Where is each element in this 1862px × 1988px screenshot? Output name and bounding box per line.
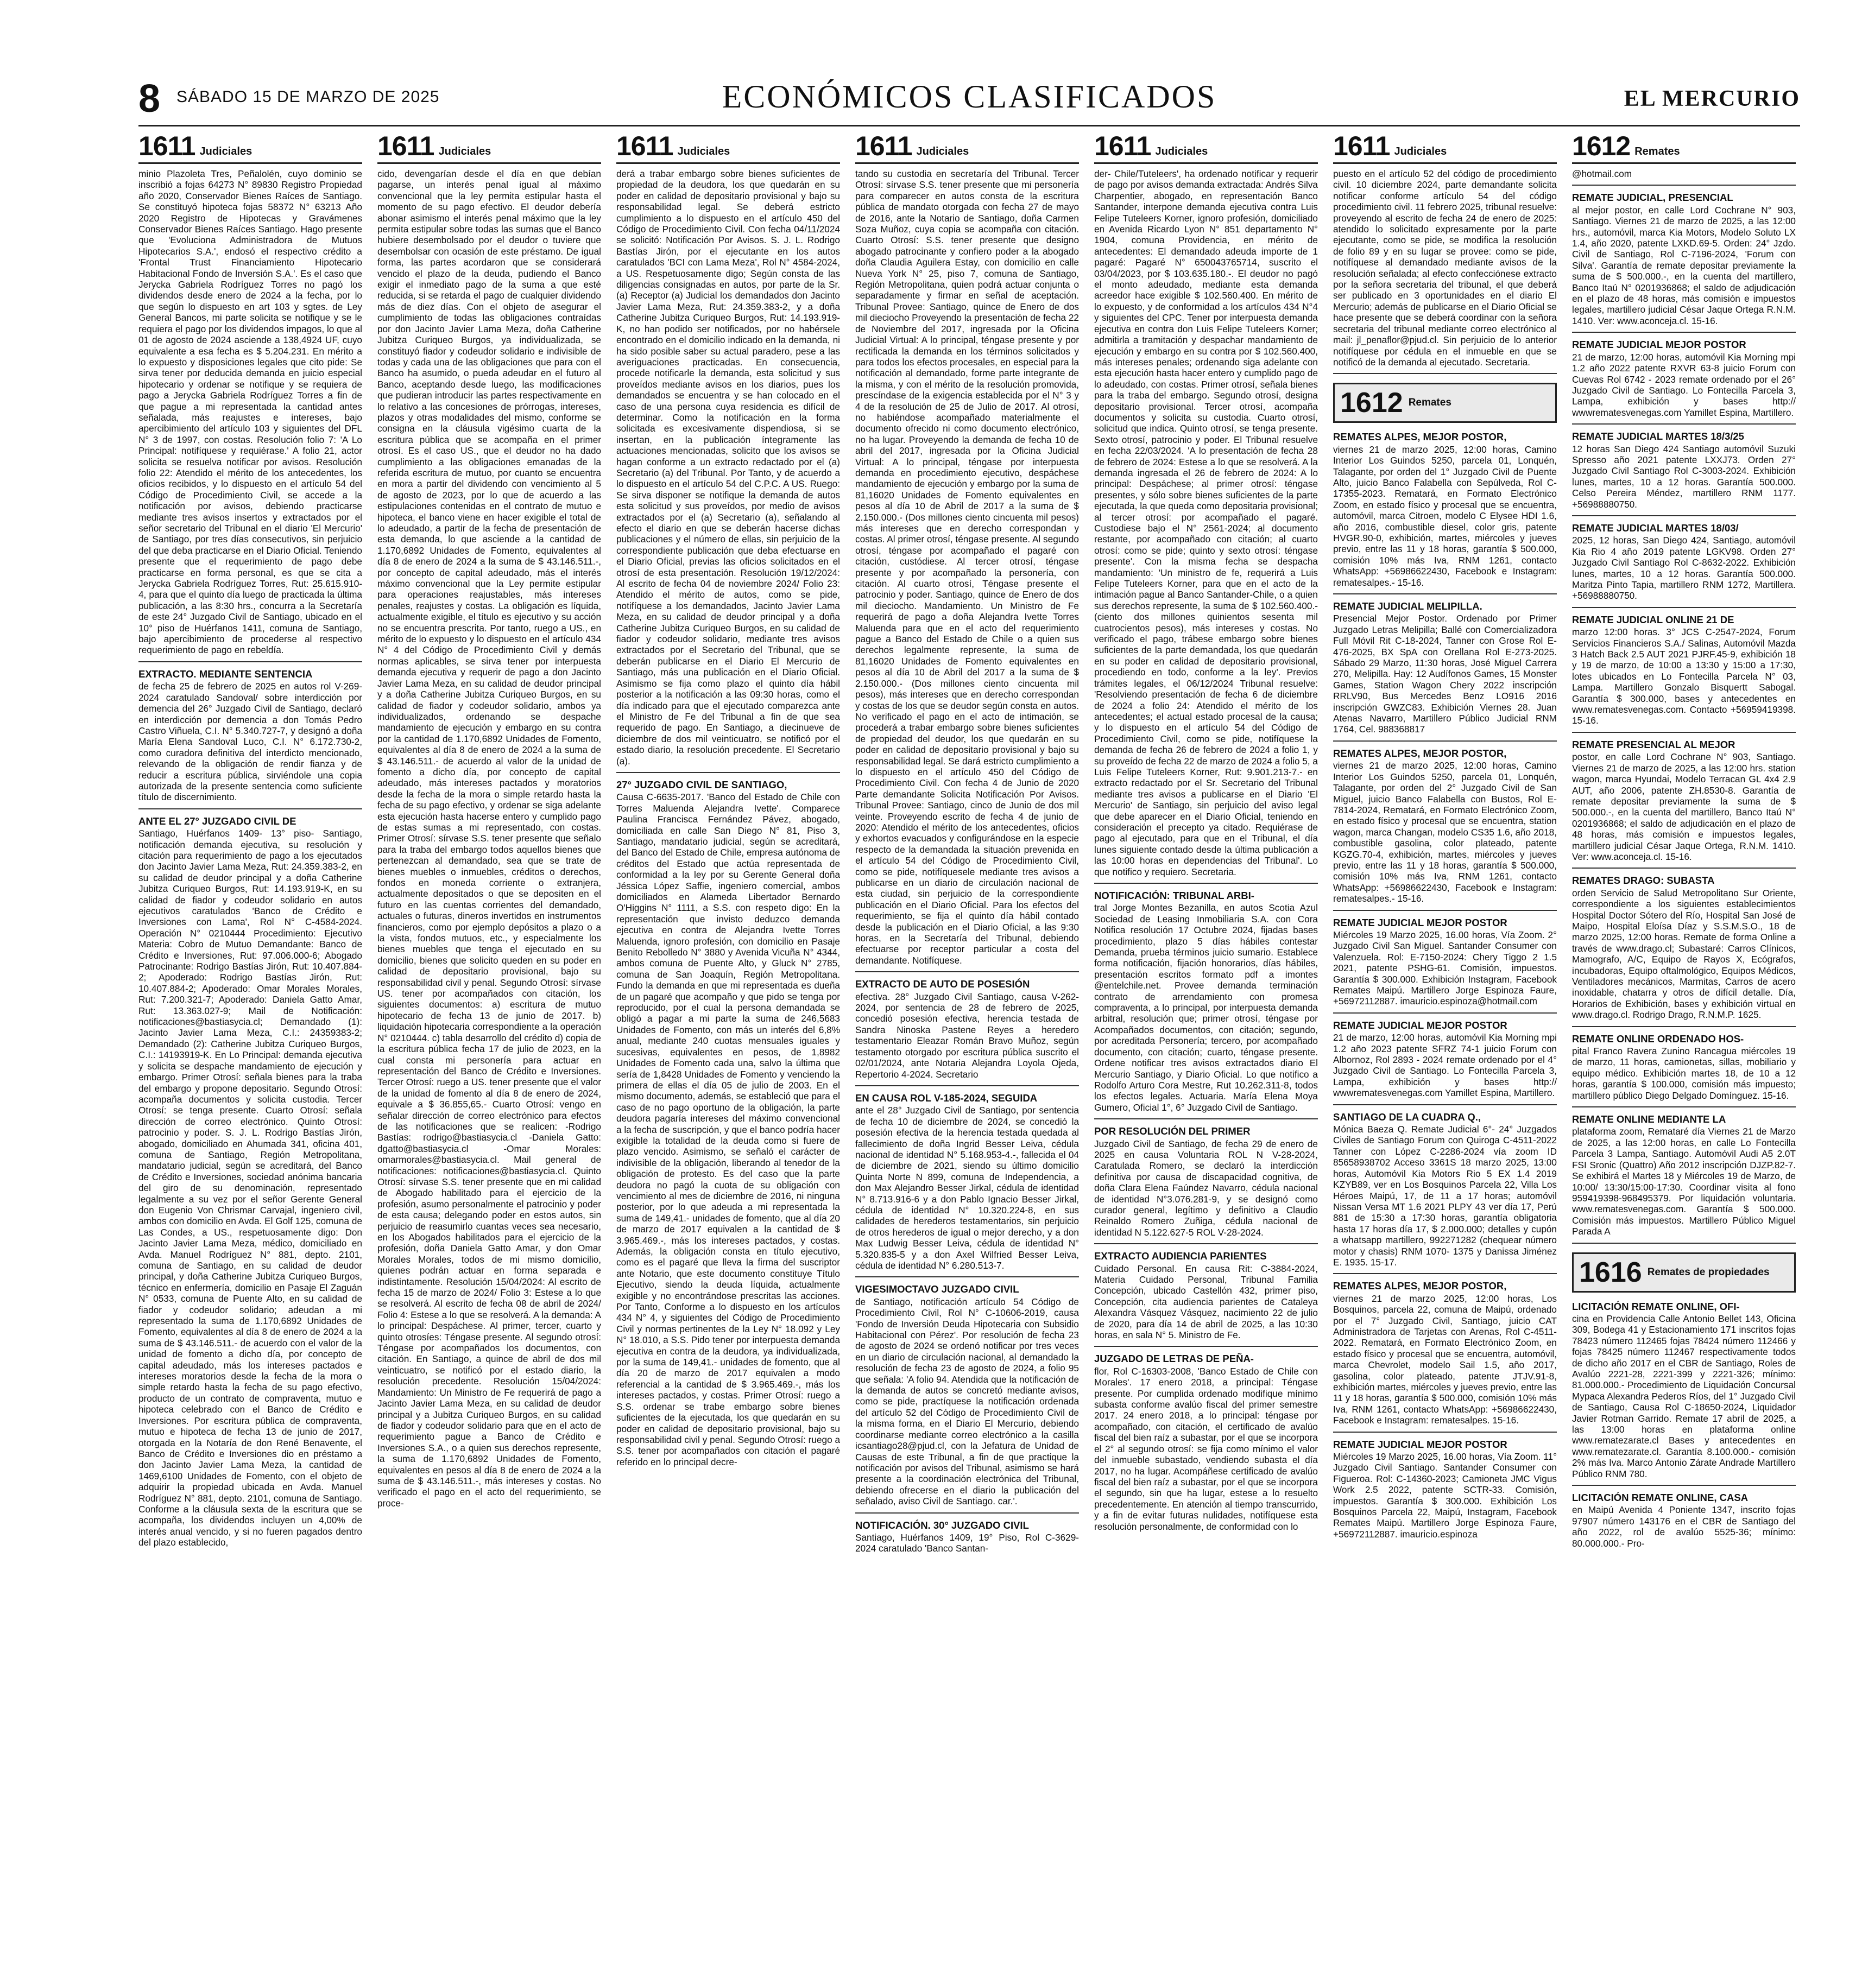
notice-text: viernes 21 de marzo 2025, 12:00 horas, Los Bosquinos, parcela 22, comuna de Maipú, ordenado por el 7° Juzgado Civil, Santiago, juicio CAT Administradora de Tarjetas con Arenas, Rol C-4511-2022. Rematará, en Formato Electrónico Zoom, en estado físico y procesal que se encuentra, automóvil, marca Chevrolet, modelo Sail 1.5, año 2017, gasolina, color plateado, patente JTJV.91-8, exhibición martes, miércoles y jueves previo, entre las 11 y 18 horas, garantía $ 500.000, comisión 10% más Iva, RNM 1261, contacto WhatsApp: +56986622430, Facebook e Instagram: rematesalpes. 15-16.	[1333, 1293, 1557, 1426]
notice-text: postor, en calle Lord Cochrane N° 903, Santiago. Viernes 21 de marzo de 2025, a las 12:00 hrs. station wagon, marca Hyundai, Modelo Terracan GL 4x4 2.9 AUT, año 2006, patente ZH.8530-8. Garantía de remate depositar previamente la suma de $ 500.000.-, en la cuenta del martillero, Banco Itaú N° 0201936868; el saldo de adjudicación en el plazo de 48 horas, más comisión e impuestos legales, martillero judicial César Jaque Ortega, R.N.M. 1410. Ver: www.aconceja.cl. 15-16.	[1572, 751, 1796, 862]
notice-title: EXTRACTO. MEDIANTE SENTENCIA	[138, 668, 313, 680]
notice-title: REMATE PRESENCIAL AL MEJOR	[1572, 738, 1735, 750]
notice-title: REMATE JUDICIAL MEJOR POSTOR	[1333, 1019, 1507, 1031]
notice-title: 27° JUZGADO CIVIL DE SANTIAGO,	[616, 778, 787, 790]
classified-notice	[616, 780, 840, 1473]
column-1	[138, 130, 362, 1981]
notice-text: derá a trabar embargo sobre bienes suficientes de propiedad de la deudora, los que quedarán en su poder en calidad de depositario provisional y bajo su responsabilidad legal. Se deberá estricto cumplimiento a lo dispuesto en el artículo 450 del Código de Procedimiento Civil. Con fecha 04/11/2024 se solicitó: Notificación Por Avisos. S. J. L. Rodrigo Bastías Jirón, por el ejecutante en los autos caratulados 'BCI con Lama Meza', Rol N° 4584-2024, a US. Respetuosamente digo; Según consta de las diligencias consignadas en autos, por parte de la Sr. (a) Receptor (a) Judicial los demandados don Jacinto Javier Lama Meza, Rut: 24.359.383-2, y a doña Catherine Jubitza Curiqueo Burgos, Rut: 14.193.919-K, no han podido ser notificados, por no habérsele encontrado en el domicilio indicado en la demanda, ni ha sido posible saber su actual paradero, pese a las averiguaciones practicadas. En consecuencia, procede notificarle la demanda, esta solicitud y sus proveídos mediante avisos en los diarios, pues los demandados se encuentra y se han colocado en el caso de una persona cuya residencia es difícil de determinar. Como la notificación en la forma solicitada es excesivamente dispendiosa, si se insertan, en la publicación íntegramente las actuaciones mencionadas, solicito que los avisos se hagan conforme a un extracto redactado por el (a) Secretario (a) del Tribunal. Por Tanto, y de acuerdo a lo dispuesto en el artículo 54 del C.P.C. A US. Ruego: Se sirva disponer se notifique la demanda de autos esta solicitud y sus proveídos, por medio de avisos extractados por el (a) Secretario (a), señalando al efecto el diario en que se deberán hacerse dichas publicaciones y el número de ellas, sin perjuicio de la correspondiente publicación que deba efectuarse en el Diario Oficial, previas las oficios solicitados en el otrosí de esta presentación. Resolución 19/12/2024: Al escrito de fecha 04 de noviembre 2024/ Folio 23: Atendido el mérito de autos, como se pide, notifíquese a los demandados, Jacinto Javier Lama Meza, en su calidad de deudor principal y a doña Catherine Jubitza Curiqueo Burgos, en su calidad de fiador y codeudor solidario, mediante tres avisos extractados por el Secretario del Tribunal, que se deberán publicarse en el Diario El Mercurio de Santiago, más una publicación en el Diario Oficial. Asimismo se fija como plazo el quinto día hábil posterior a la notificación a las 09:30 horas, como el día indicado para que el ejecutado comparezca ante el Ministro de Fe del Tribunal a fin de que sea requerido de pago. En Santiago, a diecinueve de diciembre de dos mil veinticuatro, se notificó por el estado diario, la resolución precedente. El Secretario (a).	[616, 168, 840, 767]
issue-date: SÁBADO 15 DE MARZO DE 2025	[176, 88, 440, 106]
classified-notice	[1094, 168, 1318, 884]
column-header	[1094, 130, 1318, 164]
notice-title: REMATE JUDICIAL, PRESENCIAL	[1572, 192, 1733, 204]
notice-title: LICITACIÓN REMATE ONLINE, OFI-	[1572, 1300, 1740, 1312]
notice-title: REMATES ALPES, MEJOR POSTOR,	[1333, 1280, 1507, 1292]
classified-notice	[1333, 432, 1557, 594]
notice-text: der- Chile/Tuteleers', ha ordenado notificar y requerir de pago por avisos demanda extractada: Andrés Silva Charpentier, abogado, en representación Banco Santander, interpone demanda ejecutiva contra Luis Felipe Tuteleers Korner, ignoro profesión, domiciliado en Avenida Ricardo Lyon N° 851 departamento N° 1904, comuna Providencia, en mérito de antecedentes: El demandado adeuda importe de 1 pagaré: Pagaré N° 650043765714, suscrito el 03/04/2023, por $ 103.635.180.-. El deudor no pagó el monto adeudado, mediante esta demanda acreedor hace exigible $ 102.560.400. En mérito de lo expuesto, y de conformidad a los artículos 434 N°4 y siguientes del CPC. Tener por interpuesta demanda ejecutiva en contra don Luis Felipe Tuteleers Korner; admitirla a tramitación y despachar mandamiento de ejecución y embargo en su contra por $ 102.560.400, más intereses penales; ordenando siga adelante con esta ejecución hasta hacer entero y cumplido pago de lo adeudado, con costas. Primer otrosí, señala bienes para la traba del embargo. Segundo otrosí, designa depositario provisional. Tercer otrosí, acompaña documentos y solicita su custodia. Cuarto otrosí, solicitud que indica. Quinto otrosí, se tenga presente. Sexto otrosí, patrocinio y poder. El Tribunal resuelve en fecha 22/03/2024. 'A lo presentación de fecha 28 de febrero de 2024: Estese a lo que se resolverá. A la demanda ingresada el 26 de febrero de 2024: A lo principal: Despáchese; al primer otrosí: téngase presentes, y sólo sobre bienes suficientes de la parte ejecutada, la que queda como depositaria provisional; al tercer otrosí: por acompañado el pagaré. Custodiese bajo el N° 2561-2024; al documento restante, por acompañado con citación; al cuarto otrosí: como se pide; quinto y sexto otrosí: téngase presente'. Con la misma fecha se despacha mandamiento: 'Un ministro de fe, requerirá a Luis Felipe Tuteleers Korner, para que en el acto de la intimación pague al Banco Santander-Chile, o a quien sus derechos represente, la suma de $ 102.560.400.- (ciento dos millones quinientos sesenta mil cuatrocientos pesos), más intereses y costas. No verificado el pago, trábese embargo sobre bienes suficientes de la parte demandada, los que quedarán en su poder en calidad de depositario provisional, procediendo en todo, conforme a la ley'. Previos trámites legales, el 06/12/2024 Tribunal resuelve: 'Resolviendo presentación de fecha 6 de diciembre de 2024 a folio 24: Atendido el mérito de los antecedentes; el actual estado procesal de la causa; y lo dispuesto en el artículo 54 del Código de Procedimiento Civil, como se pide, notifíquese la demanda de fecha 26 de febrero de 2024 a folio 1, y su proveído de fecha 22 de marzo de 2024 a folio 5, a Luis Felipe Tuteleers Korner, Rut: 9.901.213-7.- en extracto redactado por el Sr. Secretario del Tribunal mediante tres avisos a publicarse en el Diario 'El Mercurio' de Santiago, sin perjuicio del aviso legal que debe aparecer en el Diario Oficial, teniendo en consideración el precepto ya citado. Requiérase de pago al ejecutado, para que en el Tribunal, el día lunes siguiente contado desde la última publicación a las 10:00 horas en dependencias del Tribunal'. Lo que notifico y requiero. Secretaria.	[1094, 168, 1318, 877]
notice-title: REMATE JUDICIAL ONLINE 21 DE	[1572, 613, 1734, 625]
classified-notice	[1094, 1251, 1318, 1347]
notice-text: Causa C-6635-2017. 'Banco del Estado de Chile con Torres Maluenda Alejandra Ivette'. Comparece Paulina Francisca Fernández Pávez, abogado, domiciliada en calle San Diego N° 81, Piso 3, Santiago, mandatario judicial, según se acreditará, del Banco del Estado de Chile, empresa autónoma de créditos del Estado que actúa representada de conformidad a la ley por su Gerente General doña Jéssica López Saffie, ingeniero comercial, ambos domiciliados en Alameda Libertador Bernardo O'Higgins N° 1111, a S.S. con respeto digo: En la representación que invisto deduzco demanda ejecutiva en contra de Alejandra Ivette Torres Maluenda, ignoro profesión, con domicilio en Pasaje Benito Rebolledo N° 3880 y Avenida Vicuña N° 4344, ambos comuna de Puente Alto, y Gluck N° 2785, comuna de San Joaquín, Región Metropolitana. Fundo la demanda en que mi representada es dueña de un pagaré que acompaño y que pido se tenga por reproducido, por el cual la persona demandada se obligó a pagar a mi parte la suma de 246,5683 Unidades de Fomento, con más un interés del 6,8% anual, mediante 240 cuotas mensuales iguales y sucesivas, equivalentes en pesos, de 1,8982 Unidades de Fomento cada una, salvo la última que sería de 1,8428 Unidades de Fomento y venciendo la primera de ellas el día 05 de julio de 2003. En el mismo documento, además, se estableció que para el caso de no pago oportuno de la obligación, la parte deudora pagaría intereses del máximo convencional a la fecha de suscripción, y que el banco podría hacer exigible la totalidad de la deuda como si fuere de plazo vencido. Asimismo, se señaló el carácter de indivisible de la obligación, liberando al tenedor de la obligación de protesto. Es del caso que la parte deudora no pagó la cuota de su obligación con vencimiento al mes de diciembre de 2016, ni ninguna posterior, por lo que adeuda a mi representada la suma de 149,41.- unidades de fomento, que al día 20 de marzo de 2017 equivalen a la cantidad de $ 3.965.469.-, más los intereses pactados, y costas. Además, la obligación consta en título ejecutivo, como es el pagaré que lleva la firma del suscriptor ante Notario, que este documento constituye Título Ejecutivo, siendo la deuda líquida, actualmente exigible y no encontrándose prescritas las acciones. Por Tanto, Conforme a lo dispuesto en los artículos 434 N° 4, y siguientes del Código de Procedimiento Civil y normas pertinentes de la Ley N° 18.092 y Ley N° 18.010, a S.S. Pido tener por interpuesta demanda ejecutiva en contra de la deudora, ya individualizada, por la suma de 149,41.- unidades de fomento, que al día 20 de marzo de 2017 equivalen a modo referencial a la cantidad de $ 3.965.469.-, más los intereses pactados, y costas. Primer Otrosí: ruego a S.S. ordenar se trabe embargo sobre bienes suficientes de la ejecutada, los que quedarán en su poder en calidad de depositario provisional, bajo su responsabilidad civil y penal. Segundo Otrosí: ruego a S.S. tener por acompañados con citación el pagaré referido en lo principal decre-	[616, 792, 840, 1467]
classified-notice	[1572, 339, 1796, 425]
classified-notice	[855, 979, 1079, 1086]
notice-text: ante el 28° Juzgado Civil de Santiago, por sentencia de fecha 10 de diciembre de 2024, se concedió la posesión efectiva de la herencia testada quedada al fallecimiento de doña Ingrid Besser Leiva, cédula nacional de identidad N° 5.168.953-4.-, fallecida el 04 de diciembre de 2021, siendo su último domicilio Quinta Norte N 899, comuna de Independencia, a don Max Alejandro Besser Jirkal, cédula de identidad N° 8.713.916-6 y a don Pablo Ignacio Besser Jirkal, cédula de identidad N° 10.320.224-8, en sus calidades de herederos testamentarios, sin perjuicio de otros herederos de igual o mejor derecho, y a don Max Ludwig Besser Leiva, cédula de identidad N° 5.320.835-5 y a don Axel Wilfried Besser Leiva, cédula de identidad N° 6.280.513-7.	[855, 1105, 1079, 1271]
notice-text: marzo 12:00 horas. 3° JCS C-2547-2024, Forum Servicios Financieros S.A./ Salinas, Automóvil Mazda 3 Hatch Back 2.5 AUT 2021 PJRF.45-9, exhibición 18 y 19 de marzo, de 10:00 a 13:30 y 15:00 a 17:30, lotes ubicados en Lo Fontecilla Parcela N° 03, Lampa. Martillero Gonzalo Bisquertt Sabogal. Garantía $ 300.000, bases y antecedentes en www.rematesvenegas.com. Contacto +56959419398. 15-16.	[1572, 626, 1796, 726]
classified-notice	[855, 168, 1079, 972]
classified-notice	[1333, 1112, 1557, 1275]
notice-title: NOTIFICACIÓN. 30° JUZGADO CIVIL	[855, 1519, 1029, 1531]
category-label: Judiciales	[677, 145, 730, 157]
notice-text: viernes 21 de marzo 2025, 12:00 horas, Camino Interior Los Guindos 5250, parcela 01, Lonquén, Talagante, por orden del 2° Juzgado Civil de San Miguel, juicio Banco Falabella con Bustos, Rol E-7814-2024, Rematará, en Formato Electrónico Zoom, en estado físico y procesal que se encuentra, station wagon, marca Changan, modelo CS35 1.6, año 2018, combustible gasolina, color plateado, patente KGZG.70-4, exhibición, martes, miércoles y jueves previo, entre las 11 y 18 horas, garantía $ 500.000, comisión 10% más Iva, RNM 1261, contacto WhatsApp: +56986622430, Facebook e Instagram: rematesalpes.- 15-16.	[1333, 760, 1557, 904]
classified-notice	[1572, 523, 1796, 608]
notice-title: REMATE JUDICIAL MEJOR POSTOR	[1572, 339, 1746, 351]
classified-notice	[855, 1093, 1079, 1278]
category-box-label: Remates	[1408, 397, 1451, 409]
category-box-code: 1612	[1340, 387, 1403, 419]
classified-notice	[1333, 917, 1557, 1014]
notice-text: Miércoles 19 Marzo 2025, 16.00 horas, Vía Zoom. 2° Juzgado Civil San Miguel. Santander Consumer con Valenzuela. Rol: E-7150-2024: Chery Tiggo 2 1.5 2021, patente PSHG-61. Comisión, impuestos. Garantía $ 300.000. Exhibición Instagram, Facebook Remates Maipú. Martillero Jorge Espinoza Faure, +56972112887. imauricio.espinoza@hotmail.com	[1333, 929, 1557, 1007]
category-label: Judiciales	[1155, 145, 1208, 157]
notice-text: efectiva. 28° Juzgado Civil Santiago, causa V-262-2024, por sentencia de 28 de febrero de 2025, concedió posesión efectiva, herencia testada de Sandra Ninoska Pastene Reyes a heredero testamentario Eleazar Román Bravo Muñoz, según testamento otorgado por escritura pública suscrito el 02/01/2024, ante Notaria Alejandra Loyola Ojeda, Repertorio 4-2024. Secretario	[855, 991, 1079, 1080]
notice-text: de fecha 25 de febrero de 2025 en autos rol V-269-2024 caratulado Sandoval/ sobre interdicción por demencia del 26° Juzgado Civil de Santiago, declaró en interdicción por demencia a don Tomás Pedro Castro Viñuela, C.I. N° 5.340.727-7, y designó a doña María Elena Sandoval Luco, C.I. N° 6.172.730-2, como curadora definitiva del interdicto mencionado, relevando de la obligación de rendir fianza y de reducir a escritura pública, sirviéndole una copia autorizada de la presente sentencia como suficiente título de discernimiento.	[138, 681, 362, 803]
notice-text: viernes 21 de marzo 2025, 12:00 horas, Camino Interior Los Guindos 5250, parcela 01, Lonquén, Talagante, por orden del 1° Juzgado Civil de Puente Alto, juicio Banco Falabella con Sepúlveda, Rol C-17355-2023. Rematará, en Formato Electrónico Zoom, en estado físico y procesal que se encuentra, automóvil, marca Citroen, modelo C Elysee HDI 1.6, año 2016, combustible diesel, color gris, patente HVGR.90-0, exhibición, martes, miércoles y jueves previo, entre las 11 y 18 horas, garantía $ 500.000, comisión 10% más Iva, RNM 1261, contacto WhatsApp: +56986622430, Facebook e Instagram: rematesalpes.- 15-16.	[1333, 444, 1557, 588]
classified-notice	[1572, 1492, 1796, 1554]
notice-text: Santiago, Huérfanos 1409- 13° piso- Santiago, notificación demanda ejecutiva, su resolución y citación para requerimiento de pago a los ejecutados don Jacinto Javier Lama Meza, Rut: 24.359.383-2, en su calidad de deudor principal y a doña Catherine Jubitza Curiqueo Burgos, Rut: 14.193.919-K, en su calidad de fiador y codeudor solidario en autos ejecutivos caratulados 'Banco de Crédito e Inversiones con Lama', Rol N° C-4584-2024. Operación N° 0210444 Procedimiento: Ejecutivo Materia: Cobro de Mutuo Demandante: Banco de Crédito e Inversiones, Rut: 97.006.000-6; Abogado Patrocinante: Rodrigo Bastías Jirón, Rut: 10.407.884-2; Apoderado: Rodrigo Bastías Jirón, Rut: 10.407.884-2; Apoderado: Omar Morales Morales, Rut: 7.200.321-7; Apoderado: Daniela Gatto Amar, Rut: 13.363.027-9; Mail de Notificación: notificaciones@bastiasycia.cl; Demandado (1): Jacinto Javier Lama Meza, C.I.: 24359383-2; Demandado (2): Catherine Jubitza Curiqueo Burgos, C.I.: 14193919-K. En Lo Principal: demanda ejecutiva y solicita se despache mandamiento de ejecución y embargo. Primer Otrosí: señala bienes para la traba del embargo y propone depositario. Segundo Otrosí: acompaña documentos y solicita custodia. Tercer Otrosí: se tenga presente. Cuarto Otrosí: señala dirección de correo electrónico. Quinto Otrosí: patrocinio y poder. S. J. L. Rodrigo Bastías Jirón, abogado, domiciliado en Ahumada 341, oficina 401, comuna de Santiago, Región Metropolitana, mandatario judicial, según se acreditará, del Banco de Crédito e Inversiones, sociedad anónima bancaria del giro de su denominación, representado legalmente a su vez por el señor Gerente General don Eugenio Von Chrismar Carvajal, ingeniero civil, ambos con domicilio en Avda. El Golf 125, comuna de Las Condes, a US., respetuosamente digo: Don Jacinto Javier Lama Meza, médico, domiciliado en Avda. Manuel Rodríguez N° 881, depto. 2101, comuna de Santiago, en su calidad de deudor principal, y doña Catherine Jubitza Curiqueo Burgos, técnico en enfermería, domicilio en Pasaje El Zaguán N° 0533, comuna de Puente Alto, en su calidad de fiador y codeudor solidario; adeudan a mi representado la suma de 1.170,6892 Unidades de Fomento, equivalentes al día 8 de enero de 2024 a la suma de $ 43.146.511.- de acuerdo con el valor de la unidad de fomento a dicho día, por concepto de capital adeudado, más los intereses pactados e intereses moratorios desde la fecha de la mora o simple retardo hasta la fecha de su pago efectivo, producto de un contrato de compraventa, mutuo e hipoteca celebrado con el Banco de Crédito e Inversiones. Por escritura pública de compraventa, mutuo e hipoteca de fecha 13 de junio de 2017, otorgada en la Notaría de don René Benavente, el Banco de Crédito e Inversiones dio en préstamo a don Jacinto Javier Lama Meza, la cantidad de 1469,6100 Unidades de Fomento, con el objeto de adquirir la propiedad ubicada en Avda. Manuel Rodríguez N° 881, depto. 2101, comuna de Santiago. Conforme a la cláusula sexta de la escritura que se acompaña, los dividendos incluyen un 4,00% de interés anual vencido, y si no fueren pagados dentro del plazo establecido,	[138, 828, 362, 1548]
column-body	[1572, 164, 1796, 1554]
section-title: ECONÓMICOS CLASIFICADOS	[722, 79, 1217, 115]
notice-text: 21 de marzo, 12:00 horas, automóvil Kia Morning mpi 1.2 año 2023 patente SFRZ 74-1 juicio Forum con Albornoz, Rol 2893 - 2024 remate ordenado por el 4° Juzgado Civil de Santiago. Lo Fontecilla Parcela 3, Lampa, exhibición y bases http:// wwwrematesvenegas.com Yamillet Espina, Martillero.	[1333, 1032, 1557, 1099]
column-header	[1333, 130, 1557, 164]
notice-text: de Santiago, notificación artículo 54 Código de Procedimiento Civil, Rol N° C-10606-2019, causa 'Fondo de Inversión Deuda Hipotecaria con Subsidio Habitacional con Pérez'. Por resolución de fecha 23 de agosto de 2024 se ordenó notificar por tres veces en un diario de circulación nacional, al demandado la resolución de fecha 23 de agosto de 2024, a folio 95 que señala: 'A folio 94. Atendida que la notificación de la demanda de autos se concretó mediante avisos, como se pide, practíquese la notificación ordenada del artículo 52 del Código de Procedimiento Civil de la misma forma, en el Diario El Mercurio, debiendo coordinarse mediante correo electrónico a la casilla icsantiago28@pjud.cl, con la Jefatura de Unidad de Causas de este Tribunal, a fin de que practique la notificación por avisos del Tribunal, asimismo se hará presente a la coordinación electrónica del Tribunal, debiendo ofrecerse en el diario la publicación del señalado, aviso Civil de Santiago. car.'.	[855, 1296, 1079, 1507]
classified-notice	[1572, 1034, 1796, 1107]
column-6	[1333, 130, 1557, 1981]
classified-notice	[1094, 1126, 1318, 1244]
newspaper-brand: EL MERCURIO	[1624, 86, 1800, 111]
notice-text: plataforma zoom, Remataré día Viernes 21 de Marzo de 2025, a las 12:00 horas, en calle Lo Fontecilla Parcela 3 Lampa, Santiago. Automóvil Audi A5 2.0T FSI Sronic (Quattro) Año 2012 inscripción DJZP.82-7. Se exhibirá el Martes 18 y Miércoles 19 de Marzo, de 10:00/ 13:30/15:00-17:30. Coordinar visita al fono 959419398-968495379. Por liquidación voluntaria. www.rematesvenegas.com. Garantía $ 500.000. Comisión más impuestos. Martillero Público Miguel Parada A	[1572, 1126, 1796, 1237]
category-label: Judiciales	[438, 145, 491, 157]
category-code: 1611	[616, 131, 673, 161]
notice-text: 12 horas San Diego 424 Santiago automóvil Suzuki Spresso año 2021 patente LXXJ73. Orden 27° Juzgado Civil Santiago Rol C-3003-2024. Exhibición lunes, martes, 10 a 12 horas. Garantía 500.000. Celso Pereira Méndez, martillero RNM 1177. +56988880750.	[1572, 443, 1796, 510]
column-3	[616, 130, 840, 1981]
notice-text: pital Franco Ravera Zunino Rancagua miércoles 19 de marzo, 11 horas, camionetas, sillas, mobiliario y equipo médico. Exhibición martes 18, de 10 a 12 horas, garantía $ 100.000, comisión más impuesto; martillero público Diego Delgado Domínguez. 15-16.	[1572, 1046, 1796, 1101]
classified-notice	[138, 168, 362, 662]
column-header	[616, 130, 840, 164]
notice-title: REMATE ONLINE MEDIANTE LA	[1572, 1113, 1726, 1125]
notice-title: REMATE JUDICIAL MARTES 18/03/	[1572, 522, 1739, 534]
notice-text: Santiago, Huérfanos 1409, 19° Piso, Rol C-3629-2024 caratulado 'Banco Santan-	[855, 1531, 1079, 1554]
column-4	[855, 130, 1079, 1981]
classified-notice	[1333, 1281, 1557, 1432]
page-number: 8	[138, 77, 161, 121]
column-body	[138, 164, 362, 1554]
notice-title: NOTIFICACIÓN: TRIBUNAL ARBI-	[1094, 890, 1254, 901]
category-label: Judiciales	[1394, 145, 1447, 157]
column-header	[1572, 130, 1796, 164]
notice-title: REMATES DRAGO: SUBASTA	[1572, 875, 1715, 887]
notice-text: tando su custodia en secretaría del Tribunal. Tercer Otrosí: sírvase S.S. tener presente que mi personería para comparecer en autos consta de la escritura pública de mandato otorgada con fecha 27 de mayo de 2016, ante la Notario de Santiago, doña Carmen Soza Muñoz, cuya copia se acompaña con citación. Cuarto Otrosí: S.S. tener presente que designo abogado patrocinante y confiero poder a la abogado doña Claudia Aguilera Estay, con domicilio en calle Nueva York N° 25, piso 7, comuna de Santiago, Región Metropolitana, quien podrá actuar conjunta o separadamente y firmar en señal de aceptación. Tribunal Provee: Santiago, quince de Enero de dos mil dieciocho Proveyendo la presentación de fecha 22 de Noviembre del 2017, ingresada por la Oficina Judicial Virtual: A lo principal, téngase presente y por rectificada la demanda en los términos solicitados y para todos los efectos procesales, en especial para la notificación al demandado, forme parte integrante de la misma, y con el mérito de la resolución promovida, prescíndase de la exigencia establecida por el N° 3 y 4 de la resolución de 25 de Julio de 2017. Al otrosí, no habiéndose acompañado materialmente el documento ofrecido ni como documento electrónico, no ha lugar. Proveyendo la demanda de fecha 10 de abril del 2017, ingresada por la Oficina Judicial Virtual: A lo principal, téngase por interpuesta demanda en procedimiento ejecutivo, despáchese mandamiento de ejecución y embargo por la suma de 81,16020 Unidades de Fomento equivalentes en pesos al día 10 de Abril de 2017 a la suma de $ 2.150.000.- (Dos millones ciento cincuenta mil pesos) más intereses que en derecho correspondan y costas. Al primer otrosí, téngase presente. Al segundo otrosí, téngase por acompañado el pagaré con citación, custódiese. Al tercer otrosí, téngase presente y por acompañado la personería, con citación. Al cuarto otrosí, Téngase presente el patrocinio y poder. Santiago, quince de Enero de dos mil dieciocho. Mandamiento. Un Ministro de Fe requerirá de pago a doña Alejandra Ivette Torres Maluenda para que en el acto del requerimiento pague a Banco del Estado de Chile o a quien sus derechos legalmente represente, la suma de 81,16020 Unidades de Fomento equivalentes en pesos al día 10 de Abril del 2017 a la suma de $ 2.150.000.- (Dos millones ciento cincuenta mil pesos), más intereses que en derecho correspondan y costas de los que se deudor según consta en autos. No verificado el pago en el acto de intimación, se procederá a trabar embargo sobre bienes suficientes de propiedad del deudor, los que quedarán en su poder en calidad de depositario provisional y bajo su responsabilidad legal. Se dará estricto cumplimiento a lo dispuesto en el artículo 450 del Código de Procedimiento Civil. Con fecha 4 de Junio de 2020 Parte demandante Solicita Notificación Por Avisos. Tribunal Provee: Santiago, cinco de Junio de dos mil veinte. Proveyendo escrito de fecha 4 de junio de 2020: Atendido el mérito de los antecedentes, oficios y exhortos evacuados y configurándose en la especie respecto de la demandada la situación prevenida en el artículo 54 del Código de Procedimiento Civil, como se pide, notifíquesele mediante tres avisos a publicarse en un diario de circulación nacional de esta ciudad, sin perjuicio de la correspondiente publicación en el Diario Oficial. Para los efectos del requerimiento, se fija el quinto día hábil contado desde la publicación en el Diario Oficial, a las 9:30 horas, en la Secretaría del Tribunal, debiendo efectuarse por receptor particular a costa del demandante. Notifíquese.	[855, 168, 1079, 966]
notice-title: JUZGADO DE LETRAS DE PEÑA-	[1094, 1353, 1254, 1365]
column-2	[377, 130, 601, 1981]
classified-notice	[616, 168, 840, 773]
classified-notice	[138, 669, 362, 809]
notice-text: Cuidado Personal. En causa Rit: C-3884-2024, Materia Cuidado Personal, Tribunal Familia Concepción, ubicado Castellón 432, primer piso, Concepción, cita audiencia parientes de Cataleya Alexandra Vásquez Vásquez, nacimiento 22 de julio de 2020, para día 14 de abril de 2025, a las 10:30 horas, en sala N° 5. Ministro de Fe.	[1094, 1263, 1318, 1341]
notice-text: cina en Providencia Calle Antonio Bellet 143, Oficina 309, Bodega 41 y Estacionamiento 171 inscritos fojas 78423 número 112465 fojas 78424 número 112466 y fojas 78425 número 112467 respectivamente todos de dicho año 2017 en el CBR de Santiago, Roles de Avalúo 2221-28, 2221-399 y 2221-326; mínimo: 81.000.000.- Procedimiento de Liquidación Concursal Mypaca Alexandra Pederos Ríos, del 1° Juzgado Civil de Santiago, Causa Rol C-18650-2024, Liquidador Javier Rotman Garrido. Remate 17 abril de 2025, a las 13:00 horas en plataforma online www.rematezarate.cl Bases y antecedentes en www.rematezarate.cl. Garantía 8.100.000.- comisión 2% más Iva. Marco Antonio Zárate Andrade Martillero Público RNM 780.	[1572, 1313, 1796, 1479]
notice-text: al mejor postor, en calle Lord Cochrane N° 903, Santiago. Viernes 21 de marzo de 2025, a las 12:00 hrs., automóvil, marca Kia Motors, Modelo Soluto LX 1.4, año 2020, patente LXKD.69-5. Orden: 24° Jzdo. Civil de Santiago, Rol C-7196-2024, 'Forum con Silva'. Garantía de remate depositar previamente la suma de $ 500.000.-, en la cuenta del martillero, Banco Itaú N° 0201936868; el saldo de adjudicación en el plazo de 48 horas, más comisión e impuestos legales, martillero judicial César Jaque Ortega R.N.M. 1410. Ver: www.aconceja.cl. 15-16.	[1572, 204, 1796, 326]
notice-title: VIGESIMOCTAVO JUZGADO CIVIL	[855, 1283, 1019, 1295]
category-label: Judiciales	[916, 145, 969, 157]
classified-notice	[1572, 431, 1796, 516]
notice-title: REMATE JUDICIAL MARTES 18/3/25	[1572, 430, 1744, 442]
category-code: 1611	[377, 131, 434, 161]
classified-notice	[1094, 1353, 1318, 1537]
classified-notice	[1572, 192, 1796, 333]
notice-title: REMATE JUDICIAL MEJOR POSTOR	[1333, 916, 1507, 928]
notice-text: 21 de marzo, 12:00 horas, automóvil Kia Morning mpi 1.2 año 2022 patente RXVR 63-8 juicio Forum con Cuevas Rol 6742 - 2023 remate ordenado por el 26° Juzgado Civil de Santiago. Lo Fontecilla Parcela 3, Lampa, exhibición y bases http:// wwwrematesvenegas.com Yamillet Espina, Martillero.	[1572, 351, 1796, 418]
column-body	[1094, 164, 1318, 1537]
category-box	[1572, 1252, 1796, 1293]
notice-title: REMATE ONLINE ORDENADO HOS-	[1572, 1033, 1744, 1044]
classified-notice	[855, 1284, 1079, 1513]
category-label: Judiciales	[199, 145, 253, 157]
notice-title: SANTIAGO DE LA CUADRA Q.,	[1333, 1111, 1481, 1123]
classified-notice	[1572, 615, 1796, 733]
notice-text: orden Servicio de Salud Metropolitano Sur Oriente, correspondiente a los siguientes establecimientos Hospital Doctor Sótero del Río, Hospital San José de Maipo, Hospital Eloísa Díaz y S.S.M.S.O., 18 de marzo 2025, 12:00 horas. Remate de forma Online a través de www.drago.cl; Subastaré: Carros Clínicos, Mamografo, A/C, Equipo de Rayos X, Ecógrafos, incubadoras, Equipo oftalmológico, Equipos Médicos, Ventiladores mecánicos, Marmitas, Carros de acero inoxidable, chatarra y otros de difícil detalle. Día, Horarios de Exhibición, bases y exhibición virtual en www.drago.cl. Rodrigo Drago, R.N.M.P. 1625.	[1572, 887, 1796, 1021]
column-body	[377, 164, 601, 1514]
column-header	[138, 130, 362, 164]
notice-text: tral Jorge Montes Bezanilla, en autos Scotia Azul Sociedad de Leasing Inmobiliaria S.A. con Cora Notifica resolución 17 Octubre 2024, fijadas bases procedimiento, plazo 5 días hábiles contestar Demanda, prueba términos juicio sumario. Establece forma notificación, fijación honorarios, días hábiles, presentación escritos formato pdf a imontes @entelchile.net. Provee demanda terminación contrato de arrendamiento con promesa compraventa, a lo principal, por interpuesta demanda arbitral, resolución que; primer otrosí, téngase por Acompañados documentos, con citación; segundo, por acreditada Personería; tercero, por acompañado documento, con citación; cuarto, téngase presente. Ordene notificar tres avisos extractados diario El Mercurio Santiago, y Diario Oficial. Lo que notifico a Rodolfo Arturo Cora Mestre, Rut 10.262.311-8, todos los efectos legales. Actuaria. María Elena Moya Gumero, Oficial 1°, 6° Juzgado Civil de Santiago.	[1094, 902, 1318, 1113]
notice-title: REMATES ALPES, MEJOR POSTOR,	[1333, 747, 1507, 759]
category-code: 1611	[138, 131, 195, 161]
classified-notice	[1572, 875, 1796, 1027]
column-body	[855, 164, 1079, 1560]
column-7	[1572, 130, 1796, 1981]
classified-notice	[377, 168, 601, 1514]
category-label: Remates	[1634, 145, 1680, 157]
classified-notice	[1572, 1301, 1796, 1486]
category-code: 1611	[1094, 131, 1151, 161]
notice-text: Presencial Mejor Postor. Ordenado por Primer Juzgado Letras Melipilla; Ballé con Comercializadora Full Móvil Rit C-18-2024, Tanner con Grose Rol E-476-2025, BX SpA con Orellana Rol E-273-2025. Sábado 29 Marzo, 11:30 horas, José Miguel Carrera 270, Melipilla. Hay: 12 Audífonos Games, 15 Monster Games, Station Wagon Chery 2022 inscripción RRLV90, Bus Mercedes Benz LO916 2016 inscripción GWZC83. Exhibición Viernes 28. Juan Atenas Navarro, Martillero Público Judicial RNM 1764, Cel. 988368817	[1333, 613, 1557, 735]
notice-text: Mónica Baeza Q. Remate Judicial 6°- 24° Juzgados Civiles de Santiago Forum con Quiroga C-4511-2022 Tanner con López C-2286-2024 vía zoom ID 85658938702 Acceso 3361S 18 marzo 2025, 13:00 horas, Automóvil Kia Motors Rio 5 EX 1.4 2019 KZYB89, ver en Los Bosquinos Parcela 22, Villa Los Héroes Maipú, 17, de 11 a 17 horas; automóvil Nissan Versa MT 1.6 2021 PLPY 43 ver día 17, Perú 881 de 15:30 a 17:30 horas, garantía obligatoria hasta 17 horas día 17, $ 2.000.000; detalles y cupón a whatsapp martillero, 992271282 (chequear número motor y chasis) RNM 1070- 1375 y Danissa Jiménez E. 1935. 15-17.	[1333, 1124, 1557, 1268]
column-header	[377, 130, 601, 164]
category-box-code: 1616	[1579, 1256, 1642, 1288]
notice-text: 2025, 12 horas, San Diego 424, Santiago, automóvil Kia Rio 4 año 2019 patente LGKV98. Orden 27° Juzgado Civil Santiago Rol C-8632-2022. Exhibición lunes, martes, 10 a 12 horas. Garantía 500.000. Maritza Pinto Tapia, martillero RNM 1272, Martillera. +56988880750.	[1572, 535, 1796, 602]
notice-text: Miércoles 19 Marzo 2025, 16.00 horas, Vía Zoom. 11° Juzgado Civil Santiago. Santander Consumer con Figueroa. Rol: C-14360-2023; Camioneta JMC Vigus Work 2.5 2022, patente SCTR-33. Comisión, impuestos. Garantía $ 300.000. Exhibición Los Bosquinos Parcela 22, Maipú, Instagram, Facebook Remates Maipú. Martillero Jorge Espinoza Faure, +56972112887. imauricio.espinoza	[1333, 1451, 1557, 1540]
column-5	[1094, 130, 1318, 1981]
column-header	[855, 130, 1079, 164]
notice-title: LICITACIÓN REMATE ONLINE, CASA	[1572, 1492, 1749, 1504]
notice-title: REMATE JUDICIAL MEJOR POSTOR	[1333, 1438, 1507, 1450]
column-body	[616, 164, 840, 1473]
notice-title: POR RESOLUCIÓN DEL PRIMER	[1094, 1125, 1251, 1137]
notice-title: EXTRACTO AUDIENCIA PARIENTES	[1094, 1250, 1267, 1262]
category-code: 1611	[1333, 131, 1390, 161]
notice-text: Juzgado Civil de Santiago, de fecha 29 de enero de 2025 en causa Voluntaria ROL N V-28-2024, Caratulada Romero, se declaró la interdicción definitiva por causa de discapacidad cognitiva, de doña Clara Elena Faúndez Navarro, cédula nacional de identidad N°3.076.281-9, y se designó como curador general, legítimo y definitivo a Claudio Reinaldo Romero Zuñiga, cédula nacional de identidad N 5.122.627-5 ROL V-28-2024.	[1094, 1138, 1318, 1238]
notice-text: @hotmail.com	[1572, 168, 1632, 179]
classified-notice	[1333, 601, 1557, 742]
notice-text: puesto en el artículo 52 del código de procedimiento civil. 10 diciembre 2024, parte demandante solicita notificar conforme artículo 54 del código procedimiento civil. 11 febrero 2025, tribunal resuelve: proveyendo al escrito de fecha 24 de enero de 2025: atendido lo solicitado expresamente por la parte ejecutante, como se pide, se modifica la resolución de folio 89 y en su lugar se provee: como se pide, notifíquese al demandado mediante avisos de la resolución señalada; al efecto confecciónese extracto por la señora secretaria del tribunal, el que deberá ser publicado en 3 oportunidades en el diario El Mercurio; además de publicarse en el Diario Oficial se hace presente que se deberá coordinar con la señora secretaria del tribunal mediante correo electrónico al mail: jl_penaflor@pjud.cl. Sin perjuicio de lo anterior notifíquese por cédula en el inmueble en que se notificó de la demanda al ejecutado. Secretaria.	[1333, 168, 1557, 368]
classified-notice	[1333, 168, 1557, 374]
notice-text: cido, devengarían desde el día en que debían pagarse, un interés penal igual al máximo convencional que la ley permita estipular hasta el momento de su pago efectivo. El deudor debería abonar asimismo el interés penal máximo que la ley permita estipular sobre todas las sumas que el Banco hubiere desembolsado por el deudor o tuviere que desembolsar con ocasión de este préstamo. De igual forma, las partes acordaron que se considerará vencido el plazo de la deuda, pudiendo el Banco exigir el inmediato pago de la suma a que esté reducida, si se retarda el pago de cualquier dividendo más de diez días. Con el objeto de asegurar el cumplimiento de todas las obligaciones contraídas por don Jacinto Javier Lama Meza, doña Catherine Jubitza Curiqueo Burgos, ya individualizada, se constituyó fiador y codeudor solidario e indivisible de todas y cada una de las obligaciones que para con el Banco ha asumido, o pueda adeudar en el futuro al Banco, aceptando desde luego, las modificaciones que pudieran introducir las partes respectivamente en lo relativo a las concesiones de prórrogas, intereses, plazos y otras modalidades del mismo, conforme se consigna en la cláusula vigésimo cuarta de la escritura pública que se acompaña en el primer otrosí. Es el caso US., que el deudor no ha dado cumplimiento a las obligaciones emanadas de la referida escritura de mutuo, por cuanto se encuentra en mora a partir del dividendo con vencimiento al 5 de agosto de 2023, por lo que de acuerdo a las estipulaciones contenidas en el contrato de mutuo e hipoteca, el banco viene en hacer exigible el total de lo adeudado, a partir de la fecha de presentación de esta demanda, lo que asciende a la cantidad de 1.170,6892 Unidades de Fomento, equivalentes al día 8 de enero de 2024 a la suma de $ 43.146.511.-, por concepto de capital adeudado, más el interés máximo convencional que la Ley permite estipular para operaciones reajustables, más intereses penales, reajustes y costas. La obligación es líquida, actualmente exigible, el título es ejecutivo y su acción no se encuentra prescrita. Por tanto, ruego a US., en mérito de lo expuesto y lo dispuesto en el artículo 434 N° 4 del Código de Procedimiento Civil y demás normas aplicables, se sirva tener por interpuesta demanda ejecutiva y requerir de pago a don Jacinto Javier Lama Meza, en su calidad de deudor principal y a doña Catherine Jubitza Curiqueo Burgos, en su calidad de fiador y codeudor solidario, ambos ya individualizados, ordenando se despache mandamiento de ejecución y embargo en su contra por la cantidad de 1.170,6892 Unidades de Fomento, equivalentes al día 8 de enero de 2024 a la suma de $ 43.146.511.- de acuerdo al valor de la unidad de fomento a dicho día, por concepto de capital adeudado, más intereses pactados y moratorios desde la fecha de la mora o simple retardo hasta la fecha de su pago efectivo, y ordenar se siga adelante esta ejecución hasta hacerse entero y cumplido pago de estas sumas a mi representado, con costas. Primer Otrosí: sírvase S.S. tener presente que señalo para la traba del embargo todos aquellos bienes que pertenezcan al demandado, sea que se trate de bienes muebles o inmuebles, créditos o derechos, fondos en moneda corriente o extranjera, actualmente depositados o que se depositen en el futuro en las cuentas corrientes del demandado, actuales o futuras, dineros invertidos en instrumentos financieros, como por ejemplo depósitos a plazo o a la vista, fondos mutuos, etc., y especialmente los bienes muebles que tenga el ejecutado en su domicilio, bienes que solicito queden en su poder en calidad de depositario provisional, bajo su responsabilidad civil y penal. Segundo Otrosí: sírvase US. tener por acompañados con citación, los siguientes documentos: a) escritura de mutuo hipotecario de fecha 13 de junio de 2017. b) liquidación hipotecaria correspondiente a la operación N° 0210444. c) tabla desarrollo del crédito d) copia de la escritura pública fecha 17 de julio de 2023, en la cual consta mi personería para actuar en representación del Banco de Crédito e Inversiones. Tercer Otrosí: ruego a US. tener presente que el valor de la unidad de fomento al día 8 de enero de 2024, equivale a $ 36.855,65.- Cuarto Otrosí: vengo en señalar dirección de correo electrónico para efectos de las notificaciones que se realicen: -Rodrigo Bastías: rodrigo@bastiasycia.cl -Daniela Gatto: dgatto@bastiasycia.cl -Omar Morales: omarmorales@bastiasycia.cl. Mail general de notificaciones: notificaciones@bastiasycia.cl. Quinto Otrosí: sírvase S.S. tener presente que en mi calidad de Abogado habilitado para el ejercicio de la profesión, asumo personalmente el patrocinio y poder de esta causa; delegando poder en estos autos, sin perjuicio de reasumirlo cuantas veces sea necesario, en los Abogados habilitados para el ejercicio de la profesión, doña Daniela Gatto Amar, y don Omar Morales Morales, todos de mi mismo domicilio, quienes podrán actuar en forma separada e indistintamente. Resolución 15/04/2024: Al escrito de fecha 15 de marzo de 2024/ Folio 3: Estese a lo que se resolverá. Al escrito de fecha 08 de abril de 2024/ Folio 4: Estese a lo que se resolverá. A la demanda: A lo principal: Despáchese. Al primer, tercer, cuarto y quinto otrosíes: Téngase presente. Al segundo otrosí: Téngase por acompañados los documentos, con citación. En Santiago, a quince de abril de dos mil veinticuatro, se notificó por el estado diario, la resolución precedente. Resolución 15/04/2024: Mandamiento: Un Ministro de Fe requerirá de pago a Jacinto Javier Lama Meza, en su calidad de deudor principal y a Jubitza Curiqueo Burgos, en su calidad de fiador y codeudor solidario para que en el acto de requerimiento pague a Banco de Crédito e Inversiones S.A., o a quien sus derechos represente, la suma de 1.170,6892 Unidades de Fomento, equivalentes en pesos al día 8 de enero de 2024 a la suma de $ 43.146.511.-, más intereses y costas. No verificado el pago en el acto del requerimiento, se proce-	[377, 168, 601, 1509]
notice-title: EN CAUSA ROL V-185-2024, SEGUIDA	[855, 1092, 1038, 1104]
classified-notice	[1333, 748, 1557, 911]
classified-notice	[138, 816, 362, 1554]
notice-text: en Maipú Avenida 4 Poniente 1347, inscrito fojas 97907 número 143176 en el CBR de Santiago del año 2022, rol de avalúo 5525-36; mínimo: 80.000.000.- Pro-	[1572, 1504, 1796, 1549]
classified-notice	[1572, 1114, 1796, 1243]
category-code: 1611	[855, 131, 912, 161]
masthead	[138, 76, 1800, 126]
notice-title: REMATE JUDICIAL MELIPILLA.	[1333, 600, 1482, 612]
classified-notice	[1094, 890, 1318, 1119]
notice-title: ANTE EL 27° JUZGADO CIVIL DE	[138, 815, 296, 827]
category-box-label: Remates de propiedades	[1647, 1266, 1770, 1278]
classified-notice	[1572, 739, 1796, 869]
notice-text: flor, Rol C-16303-2008, 'Banco Estado de Chile con Morales'. 17 enero 2018, a principal: Téngase presente. Por cumplida ordenado modifique mínimo subasta conforme avalúo fiscal del primer semestre 2017. 24 enero 2018, a lo principal: téngase por acompañado, con citación, el certificado de avalúo fiscal del bien raíz a subastar, por el que se incorpora el 2° al segundo otrosí: se fija como mínimo el valor del inmueble subastado, vendiendo subasta el día 2017, no ha lugar. Acompáñese certificado de avalúo fiscal del bien raíz a subastar, por el que se incorpora el segundo, sin que ha lugar, estese a lo resuelto precedentemente. En atención al tiempo transcurrido, y a fin de evitar futuras nulidades, notifíquese esta resolución personalmente, de conformidad con lo	[1094, 1365, 1318, 1532]
category-code: 1612	[1572, 131, 1631, 161]
notice-text: minio Plazoleta Tres, Peñalolén, cuyo dominio se inscribió a fojas 64273 N° 89830 Registro Propiedad año 2020, Conservador Bienes Raíces de Santiago. Se constituyó hipoteca fojas 58372 N° 63213 Año 2020 Registro de Hipotecas y Gravámenes Conservador Bienes Raíces Santiago. Hago presente que 'Evoluciona Administradora de Mutuos Hipotecarios S.A.', endosó el respectivo crédito a 'Frontal Trust Financiamiento Hipotecario Habitacional Fondo de Inversión S.A.'. Es el caso que Jerycka Gabriela Rodríguez Torres no pagó los dividendos desde enero de 2024 a la fecha, por lo que según lo dispuesto en art 103 y sgtes. de Ley General Bancos, mi parte solicita se notifique y se le requiera el pago por los dividendos impagos, lo que al 01 de agosto de 2024 asciende a 138,4924 UF, cuyo equivalente a esa fecha es $ 5.204.231. En mérito a lo expuesto y disposiciones legales que cito pide: Se sirva tener por deducida demanda en juicio especial hipotecario y ordenar se notifique y se requiera de pago a Jerycka Gabriela Rodríguez Torres a fin de que pague a mi representada la cantidad antes señalada, más reajustes e intereses, bajo apercibimiento del artículo 103 y siguientes del DFL N° 3 de 1997, con costas. Resolución folio 7: 'A Lo Principal: notifíquese y requiérase.' A folio 21, actor solicita se resuelva notificar por avisos. Resolución folio 22: Atendido el mérito de los antecedentes, los oficios recibidos, y lo dispuesto en el artículo 54 del Código de Procedimiento Civil, se accede a la notificación por avisos, debiendo practicarse mediante tres avisos insertos y extractados por el señor secretario del Tribunal en el diario 'El Mercurio' de Santiago, por tres días consecutivos, sin perjuicio del que deba practicarse en el Diario Oficial. Teniendo presente que el requerimiento de pago debe practicarse en forma personal, es que se cita a Jerycka Gabriela Rodríguez Torres, Rut: 25.615.910-4, para que el quinto día luego de practicada la última publicación, a las 8:30 hrs., concurra a la Secretaría de este 24° Juzgado Civil de Santiago, ubicado en el 10° piso de Huérfanos 1411, comuna de Santiago, bajo apercibimiento de procederse al respectivo requerimiento de pago en rebeldía.	[138, 168, 362, 656]
category-box	[1333, 383, 1557, 423]
classified-notice	[1333, 1020, 1557, 1105]
notice-title: REMATES ALPES, MEJOR POSTOR,	[1333, 431, 1507, 443]
notice-title: EXTRACTO DE AUTO DE POSESIÓN	[855, 978, 1030, 990]
classified-notice	[855, 1520, 1079, 1560]
column-body	[1333, 164, 1557, 1545]
classified-notice	[1333, 1439, 1557, 1546]
classified-notice	[1572, 168, 1796, 186]
